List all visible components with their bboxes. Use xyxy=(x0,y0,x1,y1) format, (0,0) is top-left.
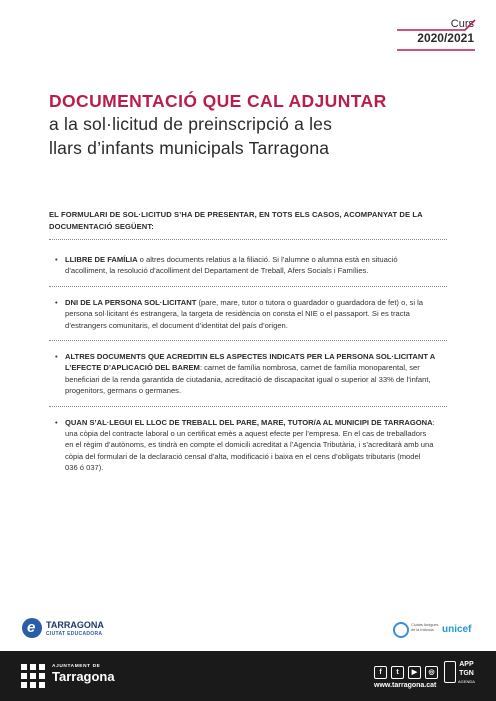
social-links xyxy=(374,661,442,679)
app-label: APP xyxy=(459,661,474,668)
footer-bar xyxy=(0,651,496,701)
child-friendly-cities-text: Ciutats Amigues de la Infància xyxy=(411,623,439,632)
title-line-2: a la sol·licitud de preinscripció a les xyxy=(49,114,333,134)
list-item xyxy=(55,417,435,474)
website-link[interactable]: www.tarragona.cat xyxy=(374,682,437,689)
bullet: • xyxy=(55,297,58,307)
child-friendly-cities-icon xyxy=(393,622,409,638)
item-heading: QUAN S’AL·LEGUI EL LLOC DE TREBALL DEL PARE, MARE, TUTOR/A AL MUNICIPI DE TARRAGONA xyxy=(65,417,433,427)
title-heading: DOCUMENTACIÓ QUE CAL ADJUNTAR xyxy=(49,91,387,111)
twitter-icon[interactable]: t xyxy=(391,666,404,679)
item-text: : una còpia del contracte laboral o un certificat emès a aquest efecte per l’empresa. En el cas de treballadors en el règim d’autònoms, es tindrà en compte el domicili acreditat a l’Agencia Tributària, i s’acreditarà amb una còpia del formulari de la declaració censal d’alta, modificació i baixa en el cens d’obligats tributaris (model 036 ó 037). xyxy=(65,417,435,473)
divider xyxy=(49,286,447,288)
bullet: • xyxy=(55,255,58,264)
item-heading: LLIBRE DE FAMÍLIA xyxy=(65,255,138,264)
tgn-e-icon: e xyxy=(22,618,42,638)
ajuntament-crest-icon xyxy=(20,663,46,689)
title-line-3: llars d’infants municipals Tarragona xyxy=(49,138,330,158)
unicef-logo: unicef xyxy=(442,624,472,635)
instagram-icon[interactable]: ◎ xyxy=(425,666,438,679)
tgn-logo-name: TARRAGONA xyxy=(46,620,104,630)
app-name: TGN xyxy=(459,669,474,677)
course-label: Curs xyxy=(450,18,474,30)
tarragona-ciutat-educadora-logo xyxy=(22,618,142,644)
app-tgn-agenda[interactable] xyxy=(458,661,475,687)
ajuntament-name: Tarragona xyxy=(52,669,115,684)
divider xyxy=(49,406,447,408)
divider xyxy=(49,239,447,241)
document-title xyxy=(49,90,469,160)
tgn-logo-sub: CIUTAT EDUCADORA xyxy=(46,631,103,637)
facebook-icon[interactable]: f xyxy=(374,666,387,679)
item-text: (pare, mare, tutor o tutora o guardador o guardadora de fet) o, si la persona sol·licitant és estrangera, la targeta de residència on consta el NIE o el passaport. Si es tracta d’estrangers comunitaris, el document d’identitat del país d’origen. xyxy=(65,297,424,330)
course-year: 2020/2021 xyxy=(417,31,474,45)
youtube-icon[interactable]: ▶ xyxy=(408,666,421,679)
item-text: o altres documents relatius a la filiació. Si l’alumne o alumna està en situació d’acolliment, la resolució d’acolliment del Departament de Treball, Afers Socials i Famílies. xyxy=(65,255,398,276)
partner-logos xyxy=(393,620,483,640)
intro-text: EL FORMULARI DE SOL·LICITUD S’HA DE PRESENTAR, EN TOTS ELS CASOS, ACOMPANYAT DE LA DOCUMENTACIÓ SEGÜENT: xyxy=(49,210,423,231)
item-text: : carnet de família nombrosa, carnet de família monoparental, ser beneficiari de la renda garantida de ciutadania, acreditació de discapacitat igual o superior al 33% de l’infant, progenitors, germans o germanes. xyxy=(65,363,431,396)
bullet: • xyxy=(55,417,58,427)
bullet: • xyxy=(55,352,58,362)
divider xyxy=(49,340,447,342)
list-item xyxy=(55,297,435,331)
list-item xyxy=(55,254,435,277)
document-list xyxy=(55,254,435,474)
ajuntament-label: AJUNTAMENT DE xyxy=(52,664,101,669)
item-heading: DNI DE LA PERSONA SOL·LICITANT xyxy=(65,297,197,307)
mobile-phone-icon xyxy=(444,661,456,683)
list-item xyxy=(55,351,435,397)
course-badge-frame xyxy=(395,16,479,52)
item-heading: ALTRES DOCUMENTS QUE ACREDITIN ELS ASPECTES INDICATS PER LA PERSONA SOL·LICITANT A L’EFECTE D’APLICACIÓ DEL BAREM xyxy=(65,352,435,373)
app-agenda-label: AGENDA xyxy=(458,679,475,684)
